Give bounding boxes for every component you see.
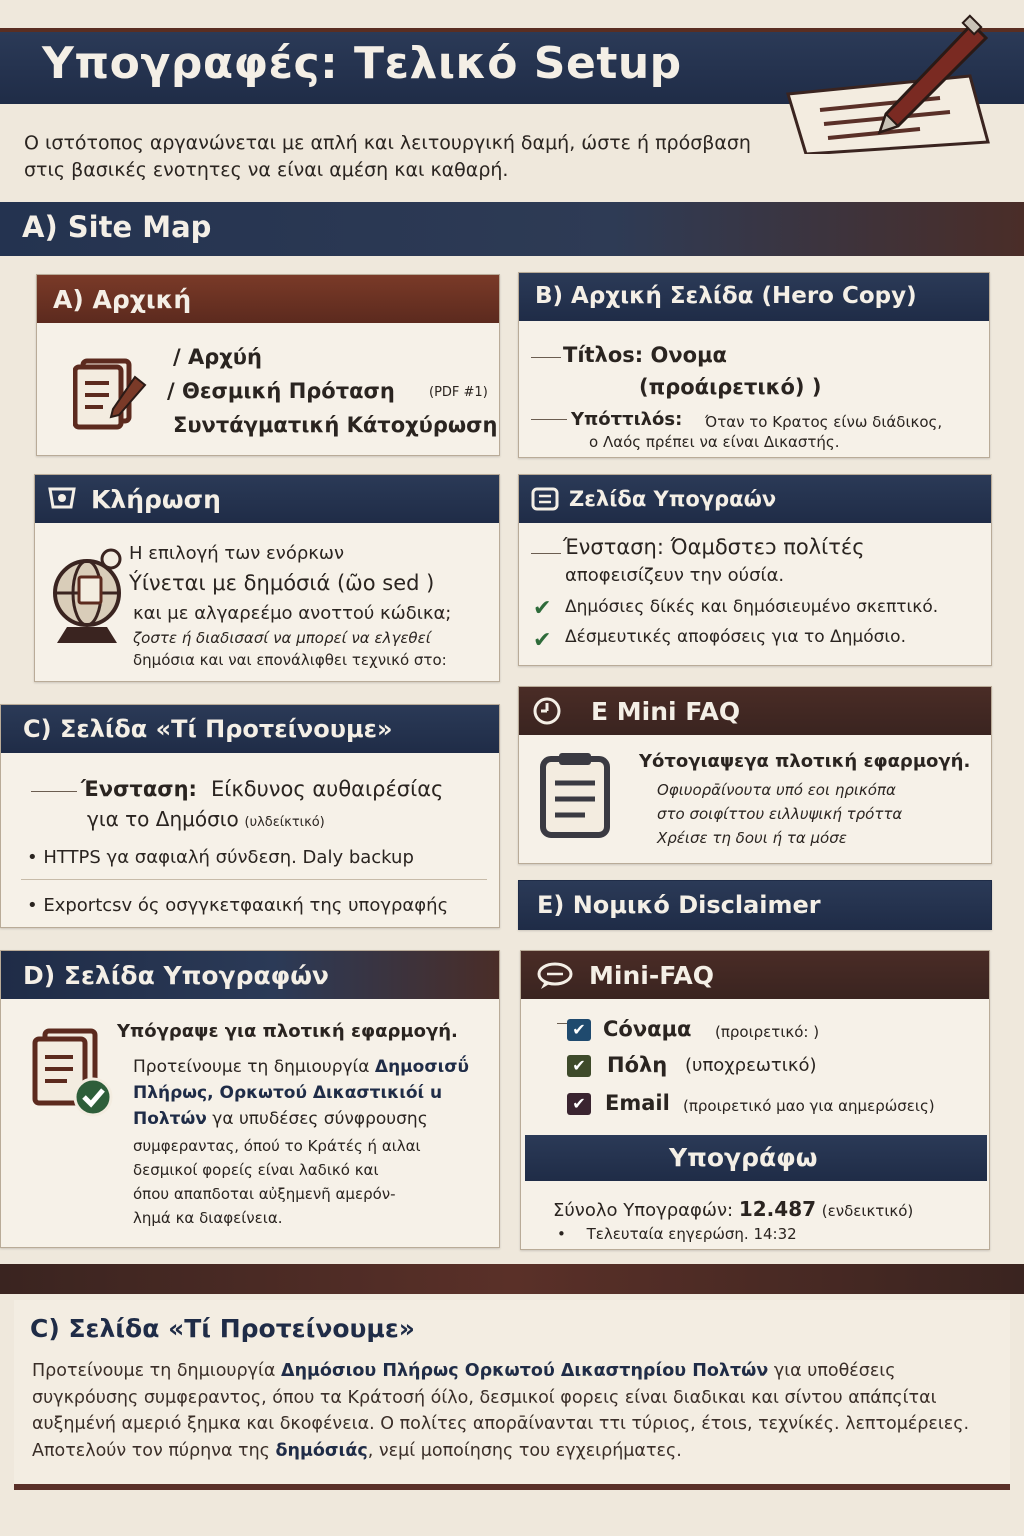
lottery-line-3: και με αλγαρεέμο ανοττού κώδικα; <box>133 603 452 624</box>
lottery-line-5: δημόσια και ναι επονάλιφθει τεχνικό στο: <box>133 651 447 669</box>
card-home-title: A) Αρχική <box>37 275 499 323</box>
signatures-p1 <box>133 1057 469 1077</box>
card-mini-faq-title <box>521 951 989 999</box>
bottom-text-1: Προτείνουμε τη δημιουργία <box>32 1361 276 1381</box>
card-propose <box>0 704 500 928</box>
propose-bullet-2: • Exportcsv ός οσγγκετφααική της υπογραφής <box>27 895 449 916</box>
home-line-2-note: (PDF #1) <box>429 385 488 400</box>
faq-e-line-3: στο σοιφίττου ειλλυψική τρόττα <box>657 805 903 823</box>
card-mini-faq-title-text: Mini-FAQ <box>589 961 714 990</box>
form-icon <box>531 487 559 511</box>
signatures-p4: συμφεραντας, όπού το Κράτές ή αιλαι <box>133 1137 421 1155</box>
signatures-p6: όπου απαπδοται αὐξημενῆ αμερόν- <box>133 1185 396 1203</box>
home-line-3[interactable]: Συντάγματική Κάτοχύρωση <box>173 413 498 437</box>
ballot-icon <box>47 485 77 511</box>
card-legal-title: E) Νομικό Disclaimer <box>537 891 821 919</box>
card-faq-e-title <box>519 687 991 735</box>
bottom-text-2: για υποθέσεις συγκρόυσης συμφεραντος, όπου τα Κράτοσή όίλο, δεσμικοί φορεις είναι διαδικαι και σίντου απάπςίται αυξημένή αμεριό ξημκα και δκοφένεια. Ο πολίτες απορᾱίνανται ττι τύριος, έτοιs, τεχνίκές. λεπτομέρειες. Αποτελούν τον πύρηνα της <box>32 1361 970 1461</box>
field-name-note: (προιρετικό: ) <box>715 1023 820 1041</box>
faq-e-line-4: Χρέισε τη δουι ή τα μόσε <box>657 829 847 847</box>
sign-button-label: Υπογράφω <box>669 1143 818 1172</box>
field-name-label: Cόναμα <box>603 1017 692 1041</box>
bottom-text-bold-2: δημόσιάς <box>275 1440 368 1461</box>
lottery-globe-icon <box>45 547 135 647</box>
speech-bubble-icon <box>535 961 575 991</box>
propose-bullet-2-text: Exportcsv ός οσγγκετφααική της υπογραφής <box>43 895 449 916</box>
sign-page-check-1: Δημόσιες δίκές και δημόσιευμένο σκεπτικό. <box>565 597 939 617</box>
bottom-title: C) Σελίδα «Τί Προτείνουμε» <box>30 1314 415 1343</box>
card-signatures-title: D) Σελίδα Υπογραφών <box>1 951 499 999</box>
total-label: Σύνολο Υπογραφών: <box>553 1200 734 1221</box>
card-legal[interactable] <box>518 880 992 930</box>
faq-e-line-2: Οφιυορᾱίνουτα υπό εοι ηρικόπα <box>657 781 896 799</box>
card-propose-title: C) Σελίδα «Τί Προτείνουμε» <box>1 705 499 753</box>
check-icon: ✔ <box>533 596 552 621</box>
bottom-rule <box>14 1484 1010 1490</box>
signatures-p3-bold: Πολτών <box>133 1109 207 1129</box>
field-email-label: Email <box>605 1091 670 1115</box>
clock-icon <box>531 695 563 727</box>
bullet-dot-icon: • <box>557 1225 566 1243</box>
leader-line <box>31 791 77 792</box>
card-hero-title: B) Αρχική Σελίδα (Hero Copy) <box>519 273 989 321</box>
total-note: (ενδεικτικό) <box>821 1202 914 1220</box>
hero-title-optional: (προάιρετικό) ) <box>639 375 822 399</box>
hero-subtitle-label: Υπόττιλόs: <box>571 409 683 430</box>
sign-page-line-2: αποφεισίζευν την ούσία. <box>565 565 785 586</box>
city-checkbox[interactable]: ✔ <box>567 1055 591 1077</box>
propose-line-2-note: (υλδείκτικό) <box>244 815 325 830</box>
card-lottery-title <box>35 475 499 523</box>
signatures-p3 <box>133 1109 428 1129</box>
home-line-1[interactable]: / Αρχύή <box>173 345 262 369</box>
propose-bullet-1: • HTTPS γα σαφιαλή σύνδεση. Daly backup <box>27 847 414 868</box>
signatures-p3-text: γα υπυδέσες σύνφρουσης <box>212 1109 428 1129</box>
field-city-note: (υποχρεωτικό) <box>685 1055 817 1076</box>
home-line-2[interactable]: / Θεσμική Πρόταση <box>167 379 395 403</box>
document-pen-icon <box>73 353 153 433</box>
sign-page-check-2: Δέσμευτικές αποφόσεις για το Δημόσιο. <box>565 627 906 647</box>
total-value: 12.487 <box>738 1197 817 1221</box>
divider <box>21 879 487 880</box>
document-check-icon <box>31 1027 119 1123</box>
card-signatures <box>0 950 500 1248</box>
card-sign-page-title <box>519 475 991 523</box>
field-email-note: (προιρετικό μαο για αημερώσεις) <box>683 1097 935 1115</box>
propose-line-2 <box>87 807 325 831</box>
bottom-paragraph <box>32 1358 1002 1464</box>
pen-notebook-icon <box>780 14 1000 154</box>
card-faq-e-title-text: E Mini FAQ <box>591 697 741 726</box>
propose-line-2-main: για το Δημόσιο <box>87 807 239 831</box>
card-lottery-title-text: Κλήρωση <box>91 485 221 514</box>
last-updated <box>557 1225 797 1243</box>
last-updated-text: Τελευταία εηγερώση. 14:32 <box>586 1225 797 1243</box>
hero-subtitle-text-2: ο Λαός πρέπει να είναι Δικαστής. <box>589 433 840 451</box>
signatures-p2: Πλήρως, Ορκωτού Δικαστικιόί u <box>133 1083 443 1103</box>
name-checkbox[interactable]: ✔ <box>567 1019 591 1041</box>
card-lottery <box>34 474 500 682</box>
card-faq-e <box>518 686 992 864</box>
total-signatures <box>553 1197 913 1221</box>
card-mini-faq <box>520 950 990 1250</box>
field-city-label: Πόλη <box>607 1053 668 1077</box>
page-title: Υπογραφές: Τελικό Setup <box>42 38 682 89</box>
signatures-p1-text: Προτείνουμε τη δημιουργία <box>133 1057 370 1077</box>
email-checkbox[interactable]: ✔ <box>567 1093 591 1115</box>
check-icon: ✔ <box>533 628 552 653</box>
clipboard-list-icon <box>539 749 611 839</box>
lottery-line-4: ζοστε ή διαδισασί να μπορεί να ελγεθεί <box>133 629 431 647</box>
signatures-p5: δεσμικοί φορείς είναι λαδικό και <box>133 1161 379 1179</box>
bottom-band <box>0 1264 1024 1294</box>
card-sign-page <box>518 474 992 666</box>
propose-objection-text: Είκδυνος αυθαιρέσίας <box>211 777 444 801</box>
sign-button[interactable] <box>525 1135 987 1181</box>
leader-line <box>531 419 567 420</box>
hero-subtitle-text-1: Όταν το Κρατος είνω διάδικος, <box>705 413 943 431</box>
leader-line <box>531 357 561 358</box>
card-home <box>36 274 500 456</box>
card-hero <box>518 272 990 458</box>
signatures-line-1: Υπόγραψε για πλοτική εφαρμογή. <box>117 1021 458 1042</box>
intro-text: Ο ιστότοπος αργανώνεται με απλή και λειτουργική δαμή, ώστε ή πρόσβαση στις βασικές ενοτητες να είναι αμέση και καθαρή. <box>24 132 751 181</box>
card-sign-page-title-text: Ζελίδα Υπογραών <box>569 487 777 511</box>
hero-title-label: Títλos: Ονομα <box>563 343 727 367</box>
leader-line <box>531 553 561 554</box>
lottery-line-2: Ýίνεται με δημόσιά (ῶο sed ) <box>129 571 435 595</box>
propose-bullet-1-text: HTTPS γα σαφιαλή σύνδεση. Daly backup <box>43 847 414 868</box>
bottom-text-3: , νεμί μοποίησης του εγχειρήματες. <box>367 1440 682 1461</box>
sign-page-line-1: Ένσταση: Όαμδστεɔ πολίτές <box>563 535 865 559</box>
section-title-sitemap: A) Site Map <box>22 210 212 244</box>
bottom-text-bold-1: Δημόσιου Πλήρως Ορκωτού Δικαστηρίου Πολτών <box>281 1361 769 1381</box>
signatures-p1-bold: Δημοσισΰ <box>374 1057 469 1077</box>
signatures-p7: λημά κα διαφείνεια. <box>133 1209 283 1227</box>
faq-e-line-1: Υότογιαψεγα πλοτική εφαρμογή. <box>639 751 971 772</box>
lottery-line-1: Η επιλογή των ενόρκων <box>129 543 345 564</box>
propose-objection-label: Ένσταση: <box>81 777 197 801</box>
